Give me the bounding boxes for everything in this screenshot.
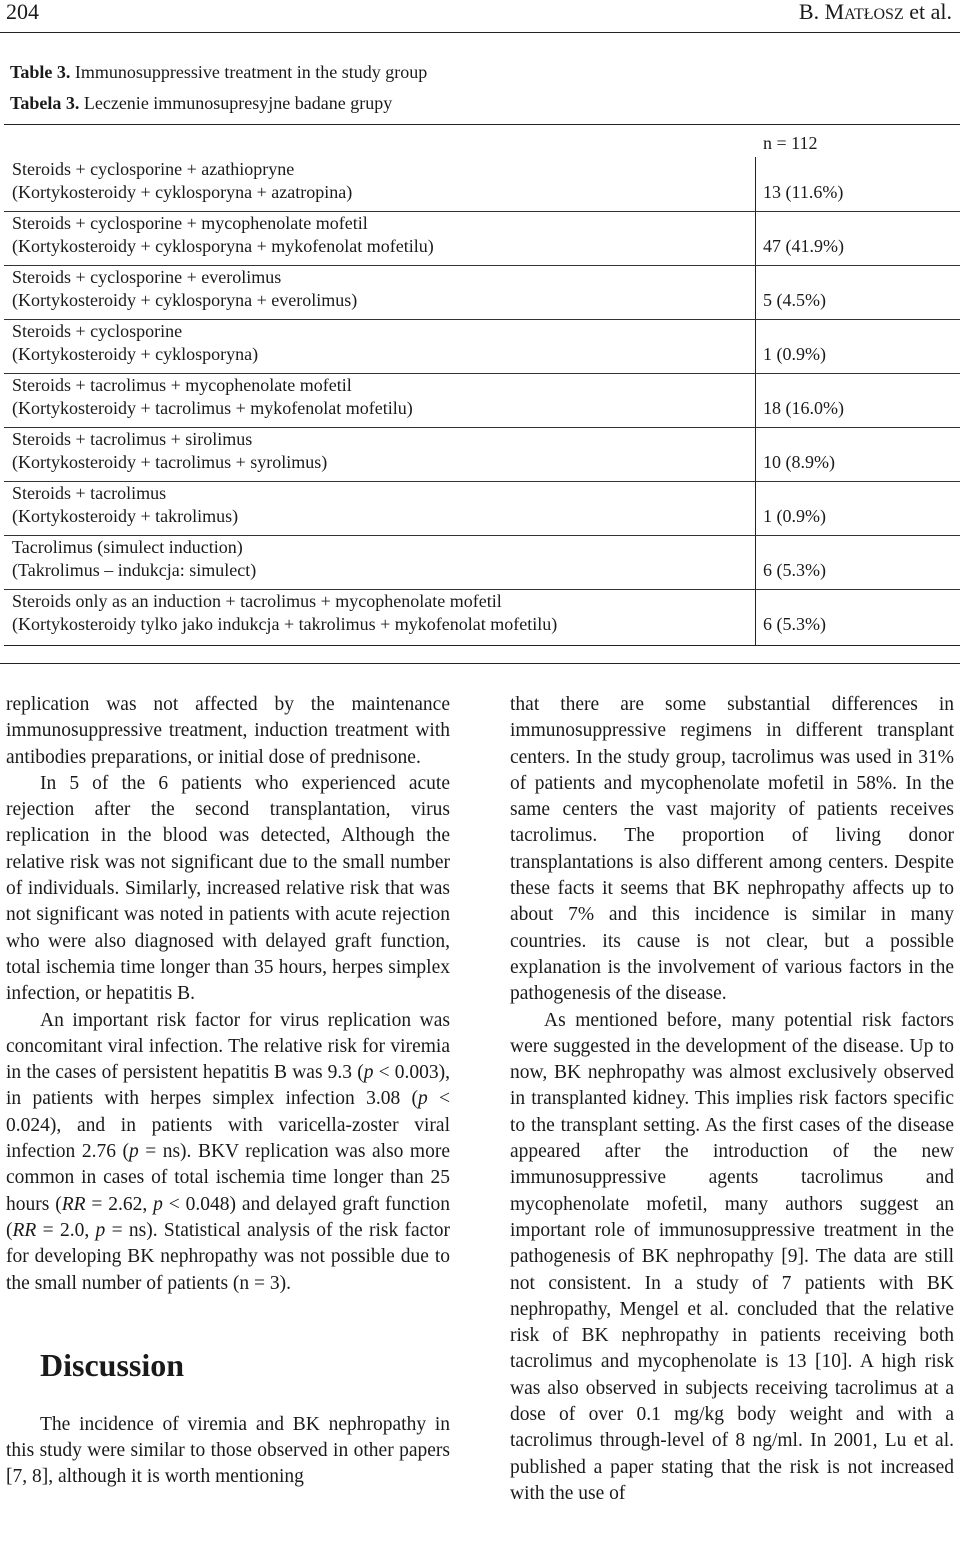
paragraph: The incidence of viremia and BK nephropathy in this study were similar to those observed in other papers [7, 8], although it is worth mentioning (6, 1413, 450, 1488)
paragraph: replication was not affected by the maintenance immunosuppressive treatment, induction treatment with antibodies preparations, or initial dose of prednisone. (6, 694, 450, 768)
row-value: 6 (5.3%) (763, 560, 826, 580)
row-value: 13 (11.6%) (763, 182, 844, 202)
row-value: 5 (4.5%) (763, 290, 826, 310)
treatment-table (4, 124, 960, 646)
table-row: Steroids only as an induction + tacrolimus + mycophenolate mofetil (Kortykosteroidy tylko jako indukcja + takrolimus + mykofenolat mofetilu) 6 (5.3%) (12, 591, 826, 634)
section-rule (0, 663, 960, 664)
paragraph: that there are some substantial differences in immunosuppressive regimens in different transplant centers. In the study group, tacrolimus was used in 31% of patients and mycophenolate mofetil in 58%. In the same centers the vast majority of patients receives tacrolimus. The proportion of living donor transplantations is also different among centers. Despite these facts it seems that BK nephropathy affects up to about 7% and this incidence is similar in many countries. its cause is not clear, but a possible explanation is the involvement of various factors in the pathogenesis of the disease. (510, 694, 954, 1005)
table-row: Steroids + tacrolimus (Kortykosteroidy + takrolimus) 1 (0.9%) (12, 483, 826, 526)
table-row: Steroids + cyclosporine + azathiopryne (Kortykosteroidy + cyklosporyna + azatropina) 13 (11.6%) (12, 159, 844, 202)
table-row: Steroids + tacrolimus + mycophenolate mofetil (Kortykosteroidy + tacrolimus + mykofenolat mofetilu) 18 (16.0%) (12, 375, 844, 418)
running-head: B. MATŁOSZ et al. (798, 0, 952, 24)
table-caption-pl: Tabela 3. Leczenie immunosupresyjne badane grupy (10, 93, 393, 113)
table-row: Steroids + tacrolimus + sirolimus (Kortykosteroidy + tacrolimus + syrolimus) 10 (8.9%) (12, 429, 835, 472)
table-caption-en: Table 3. Immunosuppressive treatment in the study group (10, 62, 428, 82)
table-row: Steroids + cyclosporine (Kortykosteroidy + cyklosporyna) 1 (0.9%) (12, 321, 826, 364)
row-value: 1 (0.9%) (763, 344, 826, 364)
row-value: 10 (8.9%) (763, 452, 835, 472)
header-rule (0, 32, 960, 33)
table-row: Steroids + cyclosporine + everolimus (Kortykosteroidy + cyklosporyna + everolimus) 5 (4.5%) (12, 267, 826, 310)
row-value: 1 (0.9%) (763, 506, 826, 526)
column-header: n = 112 (763, 133, 818, 153)
section-heading: Discussion (40, 1346, 185, 1383)
table-row: Steroids + cyclosporine + mycophenolate mofetil (Kortykosteroidy + cyklosporyna + mykofenolat mofetilu) 47 (41.9%) (12, 213, 844, 256)
paragraph: An important risk factor for virus replication was concomitant viral infection. The relative risk for viremia in the cases of persistent hepatitis B was 9.3 (p < 0.003), in patients with herpes simplex infection 3.08 (p < 0.024), and in patients with varicella-zoster viral infection 2.76 (p = ns). BKV replication was also more common in cases of total ischemia time longer than 25 hours (RR = 2.62, p < 0.048) and delayed graft function (RR = 2.0, p = ns). Statistical analysis of the risk factor for developing BK nephropathy was not possible due to the small number of patients (n = 3). (6, 1009, 451, 1294)
left-text-column (6, 692, 450, 1491)
table-row: Tacrolimus (simulect induction) (Takrolimus – indukcja: simulect) 6 (5.3%) (12, 537, 826, 580)
page-number: 204 (6, 0, 39, 24)
row-value: 6 (5.3%) (763, 614, 826, 634)
paragraph: In 5 of the 6 patients who experienced acute rejection after the second transplantation, virus replication in the blood was detected, Although the relative risk was not significant due to the small number of individuals. Similarly, increased relative risk that was not significant was noted in patients with acute rejection who were also diagnosed with delayed graft function, total ischemia time longer than 35 hours, herpes simplex infection, or hepatitis B. (6, 772, 450, 1005)
right-text-column (510, 692, 954, 1507)
row-value: 47 (41.9%) (763, 236, 844, 256)
paragraph: As mentioned before, many potential risk factors were suggested in the development of the disease. Up to now, BK nephropathy was almost exclusively observed in transplanted kidney. This implies risk factors specific to the transplant setting. As the first cases of the disease appeared after the introduction of the new immunosuppressive agents tacrolimus and mycophenolate mofetil, many authors suggest an important role of immunosuppressive treatment in the pathogenesis of BK nephropathy [9]. The data are still not consistent. In a study of 7 patients with BK nephropathy, Mengel et al. concluded that the relative risk of BK nephropathy in patients receiving both tacrolimus and mycophenolate is 13 [10]. A high risk was also observed in subjects receiving tacrolimus at a dose of over 0.1 mg/kg body weight and with a tacrolimus through-level of 8 ng/ml. In 2001, Lu et al. published a paper stating that the risk is not increased with the use of (510, 1009, 954, 1504)
row-value: 18 (16.0%) (763, 398, 844, 418)
page-header (0, 0, 960, 26)
